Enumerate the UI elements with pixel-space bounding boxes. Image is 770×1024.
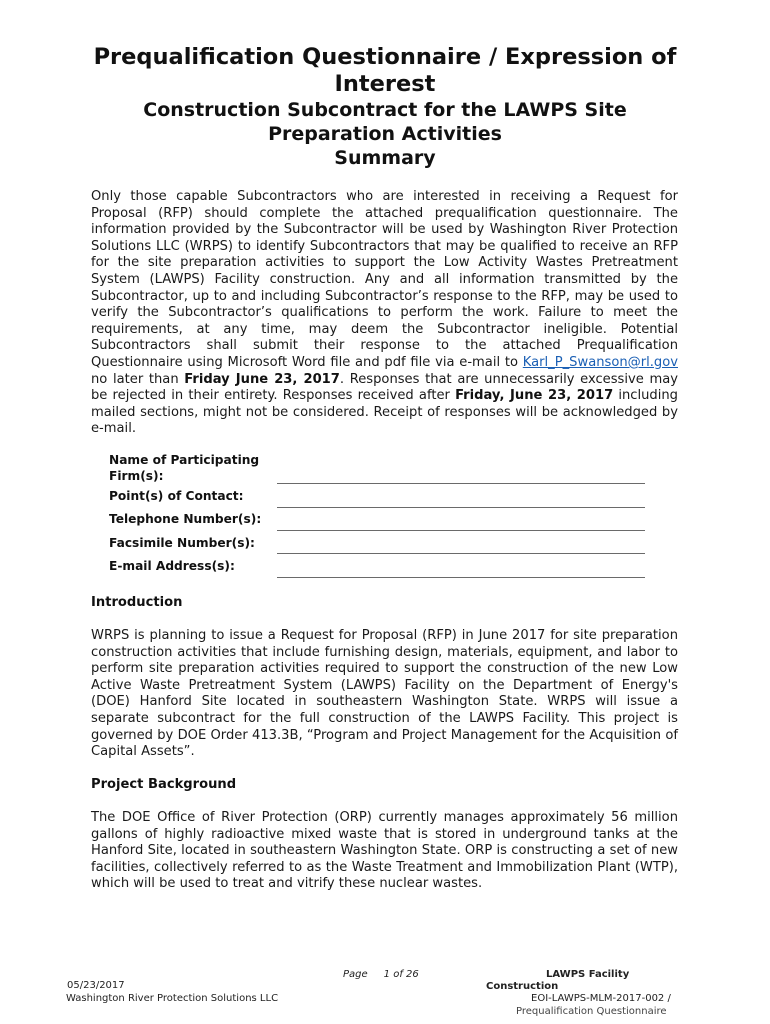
summary-text-part2: no later than [91, 371, 185, 387]
title-block [80, 44, 690, 170]
facsimile-field[interactable] [277, 553, 645, 554]
firm-name-label: Name of Participating Firm(s): [109, 453, 260, 483]
summary-text-part3: . Responses that are unnecessarily excessive may be rejected in their entirety. Responses received after [91, 371, 678, 404]
project-background-heading: Project Background [91, 777, 237, 792]
project-background-paragraph: The DOE Office of River Protection (ORP) currently manages approximately 56 million gallons of highly radioactive mixed waste that is stored in underground tanks at the Hanford Site, located in southeastern Washington State. ORP is constructing a set of new facilities, collectively referred to as the Waste Treatment and Immobilization Plant (WTP), which will be used to treat and vitrify these nuclear wastes. [91, 810, 678, 892]
email-address-field[interactable] [277, 577, 645, 578]
deadline-date-2: Friday, June 23, 2017 [455, 388, 614, 404]
document-subtitle-line1: Construction Subcontract for the LAWPS Site [143, 99, 627, 121]
contact-email-link[interactable]: Karl_P_Swanson@rl.gov [522, 354, 678, 370]
footer-page-number [343, 969, 419, 980]
firm-name-field[interactable] [277, 483, 645, 484]
footer-document-id-continued: Prequalification Questionnaire [516, 1006, 667, 1017]
page-label: Page [343, 969, 368, 980]
telephone-field[interactable] [277, 530, 645, 531]
email-address-label: E-mail Address(s): [109, 559, 235, 573]
document-subtitle-line2: Preparation Activities [268, 123, 502, 145]
document-title-line1: Prequalification Questionnaire / Expression of [93, 44, 677, 70]
telephone-label: Telephone Number(s): [109, 512, 262, 526]
footer-document-id: EOI-LAWPS-MLM-2017-002 / [531, 993, 671, 1004]
footer-project-line2: Construction [486, 981, 559, 992]
point-of-contact-field[interactable] [277, 507, 645, 508]
footer-project-line1: LAWPS Facility [546, 969, 630, 980]
footer-project-title [486, 969, 686, 993]
summary-heading: Summary [334, 147, 436, 169]
facsimile-label: Facsimile Number(s): [109, 536, 255, 550]
summary-text-part4: including mailed sections, might not be considered. Receipt of responses will be acknowledged by e-mail. [91, 388, 678, 437]
page-footer [0, 960, 770, 1024]
deadline-date-1: Friday June 23, 2017 [184, 371, 340, 387]
footer-date: 05/23/2017 [67, 980, 125, 991]
summary-text-part1: Only those capable Subcontractors who are interested in receiving a Request for Proposal (RFP) should complete the attached prequalification questionnaire. The information provided by the Subcontractor will be used by Washington River Protection Solutions LLC (WRPS) to identify Subcontractors that may be qualified to receive an RFP for the site preparation activities to support the Low Activity Wastes Pretreatment System (LAWPS) Facility construction. Any and all information transmitted by the Subcontractor, up to and including Subcontractor’s response to the RFP, may be used to verify the Subcontractor’s qualifications to perform the work. Failure to meet the requirements, at any time, may deem the Subcontractor ineligible. Potential Subcontractors shall submit their response to the attached Prequalification Questionnaire using Microsoft Word file and pdf file via e-mail to [91, 189, 678, 370]
summary-paragraph [91, 189, 678, 438]
document-title-line2: Interest [334, 71, 436, 97]
footer-company: Washington River Protection Solutions LLC [66, 993, 279, 1004]
page-count: 1 of 26 [383, 969, 419, 980]
introduction-heading: Introduction [91, 595, 183, 610]
introduction-paragraph: WRPS is planning to issue a Request for Proposal (RFP) in June 2017 for site preparation construction activities that include furnishing design, materials, equipment, and labor to perform site preparation activities required to support the construction of the new Low Active Waste Pretreatment System (LAWPS) Facility on the Department of Energy's (DOE) Hanford Site located in southeastern Washington State. WRPS will issue a separate subcontract for the full construction of the LAWPS Facility. This project is governed by DOE Order 413.3B, “Program and Project Management for the Acquisition of Capital Assets”. [91, 628, 678, 760]
point-of-contact-label: Point(s) of Contact: [109, 489, 244, 503]
